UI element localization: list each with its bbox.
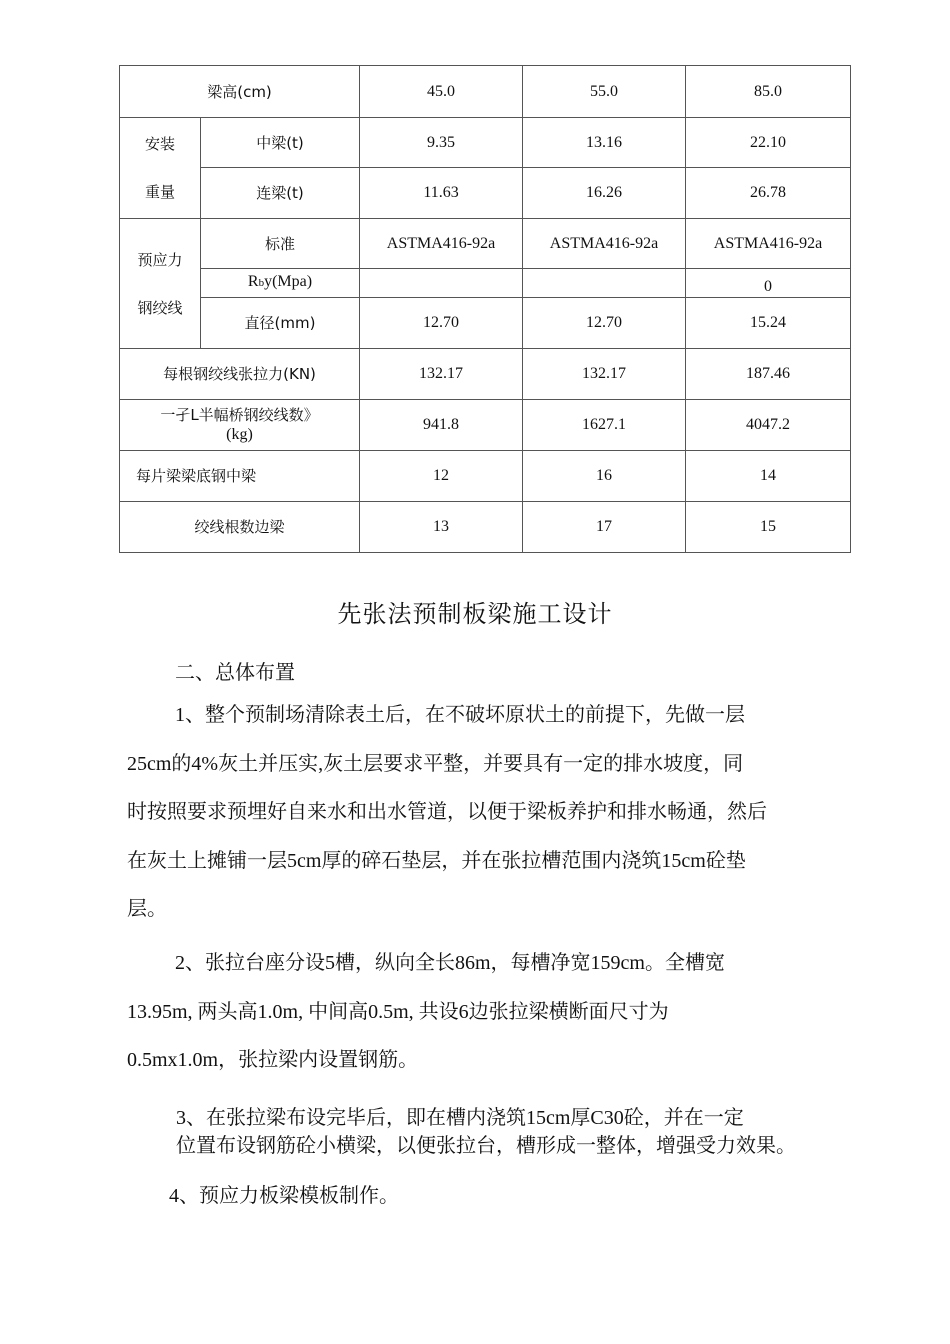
table-cell: 14: [686, 451, 851, 502]
table-cell: 187.46: [686, 349, 851, 400]
paragraph-4: 4、预应力板梁模板制作。: [169, 1185, 399, 1207]
table-cell: 85.0: [686, 66, 851, 118]
paragraph-3: 3、在张拉梁布设完毕后，即在槽内浇筑15cm厚C30砼，并在一定 位置布设钢筋砼小横梁，以便张拉台，槽形成一整体，增强受力效果。: [176, 1107, 796, 1157]
table-cell: 45.0: [360, 66, 523, 118]
row-label: 绞线根数边梁: [120, 502, 360, 553]
table-row: [120, 349, 851, 400]
table-cell: 26.78: [686, 168, 851, 219]
table-row: [120, 502, 851, 553]
table-cell: 12.70: [523, 298, 686, 349]
row-label: 每片梁梁底钢中梁: [120, 451, 360, 502]
table-cell: 4047.2: [686, 400, 851, 451]
table-cell: 15: [686, 502, 851, 553]
row-label: 中梁(t): [201, 118, 360, 168]
table-cell: 13: [360, 502, 523, 553]
table-cell: [360, 269, 523, 298]
table-cell: ASTMA416-92a: [523, 219, 686, 269]
table-row: [120, 219, 851, 269]
table-cell: 12.70: [360, 298, 523, 349]
table-cell: [523, 269, 686, 298]
table-row: [120, 118, 851, 168]
table-row: [120, 168, 851, 219]
section-heading: 二、总体布置: [175, 660, 295, 684]
table-cell: 13.16: [523, 118, 686, 168]
beam-spec-table: [119, 65, 851, 553]
table-row: [120, 66, 851, 118]
row-label: 直径(mm): [201, 298, 360, 349]
table-cell: 941.8: [360, 400, 523, 451]
row-label: 标准: [201, 219, 360, 269]
table-row: [120, 298, 851, 349]
table-cell: 132.17: [360, 349, 523, 400]
row-label-rby: Rby(Mpa): [201, 269, 360, 298]
page-title: 先张法预制板梁施工设计: [337, 600, 613, 628]
table-cell: 16: [523, 451, 686, 502]
table-cell: ASTMA416-92a: [686, 219, 851, 269]
table-row: [120, 451, 851, 502]
table-cell: 9.35: [360, 118, 523, 168]
table-cell: 132.17: [523, 349, 686, 400]
table-cell: 55.0: [523, 66, 686, 118]
row-label: 连梁(t): [201, 168, 360, 219]
table-cell: ASTMA416-92a: [360, 219, 523, 269]
table-cell: 0: [686, 269, 851, 298]
row-label-count-bridge: 一孑L半幅桥钢绞线数》 (kg): [120, 400, 360, 451]
table-cell: 16.26: [523, 168, 686, 219]
table-cell: 11.63: [360, 168, 523, 219]
table-cell: 12: [360, 451, 523, 502]
table-cell: 22.10: [686, 118, 851, 168]
table-row: [120, 269, 851, 298]
table-row: [120, 400, 851, 451]
table-cell: 15.24: [686, 298, 851, 349]
table-cell: 17: [523, 502, 686, 553]
table-cell: 1627.1: [523, 400, 686, 451]
group-label-install-weight: 安装 重量: [120, 118, 201, 219]
group-label-strand: 预应力 钢绞线: [120, 219, 201, 349]
paragraph-2: 2、张拉台座分设5槽，纵向全长86m，每槽净宽159cm。全槽宽 13.95m, 两头高1.0m, 中间高0.5m, 共设6边张拉梁横断面尺寸为 0.5mx1.0m，张拉梁内设置钢筋。: [127, 952, 725, 1071]
row-label: 梁高(cm): [120, 66, 360, 118]
row-label: 每根钢绞线张拉力(KN): [120, 349, 360, 400]
paragraph-1: 1、整个预制场清除表土后，在不破坏原状土的前提下，先做一层 25cm的4%灰土并压实,灰土层要求平整，并要具有一定的排水坡度，同 时按照要求预埋好自来水和出水管道，以便于梁板养护和排水畅通，然后 在灰土上摊铺一层5cm厚的碎石垫层，并在张拉槽范围内浇筑15cm砼垫 层。: [127, 704, 767, 920]
